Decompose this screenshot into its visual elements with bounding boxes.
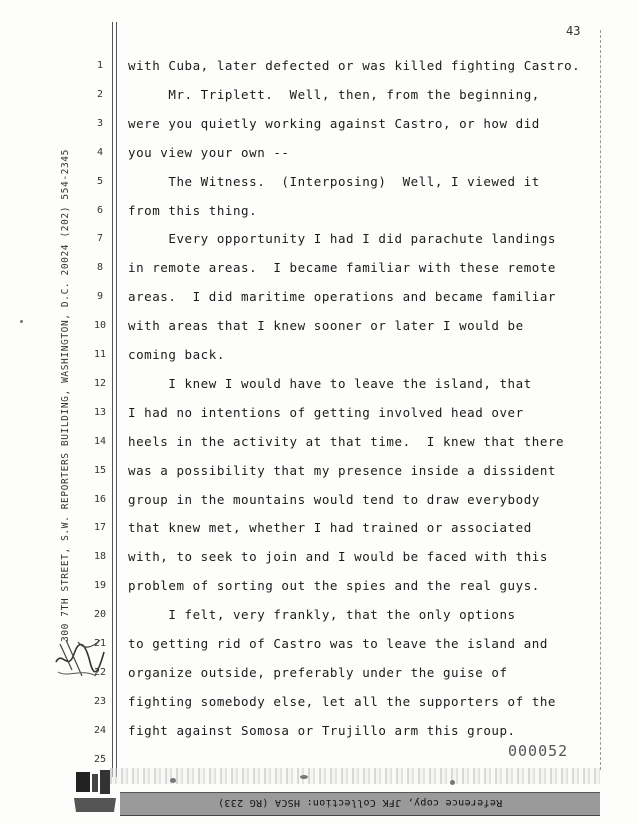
line-number: 6 bbox=[96, 204, 104, 216]
right-margin-rule bbox=[600, 30, 601, 770]
line-number: 7 bbox=[96, 233, 104, 245]
transcript-line: you view your own -- bbox=[128, 144, 290, 160]
transcript-line: fighting somebody else, let all the supporters of the bbox=[128, 693, 557, 709]
handwritten-mark-icon bbox=[52, 632, 108, 682]
page-number: 43 bbox=[566, 24, 581, 38]
line-number: 15 bbox=[93, 464, 107, 476]
line-number: 2 bbox=[96, 88, 104, 100]
line-number: 12 bbox=[93, 377, 107, 389]
transcript-line: Every opportunity I had I did parachute landings bbox=[128, 231, 557, 247]
transcript-line: were you quietly working against Castro, or how did bbox=[128, 115, 540, 131]
line-number: 22 bbox=[93, 666, 107, 678]
corner-stamp-icon bbox=[70, 768, 120, 814]
line-number: 25 bbox=[93, 753, 107, 765]
line-number: 18 bbox=[93, 551, 107, 563]
line-number: 3 bbox=[96, 117, 104, 129]
transcript-line: organize outside, preferably under the guise of bbox=[128, 664, 508, 680]
transcript-line: The Witness. (Interposing) Well, I viewed it bbox=[128, 173, 540, 189]
transcript-line: I felt, very frankly, that the only options bbox=[128, 607, 516, 623]
left-margin-rule-inner bbox=[116, 22, 117, 777]
transcript-line: with, to seek to join and I would be faced with this bbox=[128, 549, 548, 565]
scan-speck bbox=[170, 778, 176, 783]
line-number: 21 bbox=[93, 638, 107, 649]
line-number: 20 bbox=[93, 609, 107, 621]
scan-speck bbox=[450, 780, 455, 785]
scan-noise-band bbox=[110, 768, 600, 784]
transcript-line: with areas that I knew sooner or later I would be bbox=[128, 318, 524, 334]
reference-footer-text: Reference copy, JFK Collection: HSCA (RG 233) bbox=[217, 797, 503, 808]
transcript-line: in remote areas. I became familiar with these remote bbox=[128, 260, 557, 276]
transcript-line: with Cuba, later defected or was killed fighting Castro. bbox=[128, 58, 581, 73]
line-number: 11 bbox=[93, 349, 107, 360]
transcript-line: fight against Somosa or Trujillo arm this group. bbox=[128, 722, 516, 738]
transcript-line: areas. I did maritime operations and became familiar bbox=[128, 289, 557, 305]
line-number: 1 bbox=[96, 60, 104, 71]
reporter-address-strip: 300 7TH STREET, S.W. REPORTERS BUILDING, WASHINGTON, D.C. 20024 (202) 554-2345 bbox=[60, 149, 71, 642]
line-number: 17 bbox=[93, 522, 107, 534]
left-margin-rule bbox=[112, 22, 113, 777]
transcript-line: to getting rid of Castro was to leave the island and bbox=[128, 636, 548, 651]
line-number: 16 bbox=[93, 493, 107, 505]
line-number: 10 bbox=[93, 320, 107, 332]
line-number: 9 bbox=[96, 291, 104, 303]
transcript-line: was a possibility that my presence inside a dissident bbox=[128, 462, 557, 478]
transcript-line: that knew met, whether I had trained or associated bbox=[128, 520, 532, 536]
line-number: 24 bbox=[93, 724, 107, 736]
line-number: 5 bbox=[96, 175, 104, 187]
line-number: 4 bbox=[96, 146, 104, 158]
transcript-line: from this thing. bbox=[128, 202, 258, 218]
document-stamp-number: 000052 bbox=[508, 742, 569, 760]
scan-speck bbox=[20, 320, 23, 323]
line-number: 23 bbox=[93, 695, 107, 707]
transcript-line: group in the mountains would tend to draw everybody bbox=[128, 491, 540, 507]
transcript-line: Mr. Triplett. Well, then, from the beginning, bbox=[128, 86, 540, 102]
line-number: 13 bbox=[93, 406, 107, 418]
transcript-line: coming back. bbox=[128, 347, 225, 362]
transcript-line: problem of sorting out the spies and the real guys. bbox=[128, 578, 540, 594]
scan-speck bbox=[300, 775, 308, 779]
transcript-line: I had no intentions of getting involved head over bbox=[128, 404, 524, 420]
line-number: 8 bbox=[96, 262, 104, 274]
transcript-line: I knew I would have to leave the island, that bbox=[128, 375, 532, 391]
line-number: 19 bbox=[93, 580, 107, 592]
line-number: 14 bbox=[93, 435, 107, 447]
transcript-line: heels in the activity at that time. I knew that there bbox=[128, 433, 565, 449]
